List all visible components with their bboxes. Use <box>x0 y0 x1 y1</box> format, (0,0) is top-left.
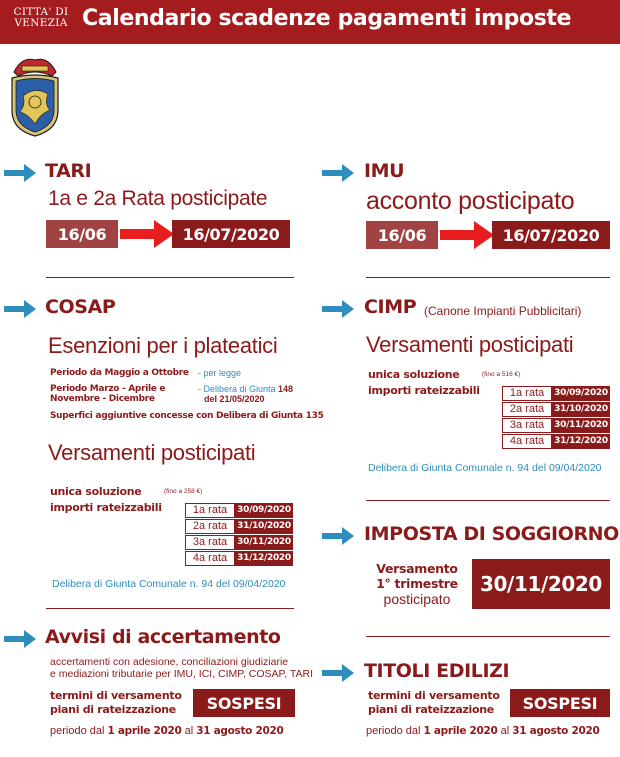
avvisi-desc-line2: e mediazioni tributarie per IMU, ICI, CIMP, COSAP, TARI <box>50 668 313 680</box>
blue-arrow-icon <box>322 664 354 682</box>
rata-row <box>185 503 293 518</box>
avvisi-termini-line2: piani di rateizzazione <box>50 703 176 716</box>
rata-date: 30/09/2020 <box>552 386 610 401</box>
cimp-versamenti-title: Versamenti posticipati <box>366 332 574 357</box>
imu-new-date: 16/07/2020 <box>492 221 610 249</box>
divider <box>46 277 294 278</box>
rata-label: 2a rata <box>185 519 235 534</box>
rata-row <box>502 418 610 433</box>
blue-arrow-icon <box>322 164 354 182</box>
cosap-unica-note: (fino a 258 €) <box>164 488 203 495</box>
divider <box>366 500 610 501</box>
soggiorno-date: 30/11/2020 <box>472 559 610 609</box>
periodo-start: 1 aprile 2020 <box>107 725 182 737</box>
soggiorno-line1: Versamento <box>376 561 458 576</box>
divider <box>46 608 294 609</box>
rata-label: 4a rata <box>502 434 552 449</box>
avvisi-description <box>50 656 313 680</box>
blue-arrow-icon <box>4 630 36 648</box>
imu-title: IMU <box>364 160 405 182</box>
rata-label: 3a rata <box>185 535 235 550</box>
rata-label: 1a rata <box>502 386 552 401</box>
soggiorno-line2: 1° trimestre <box>376 576 458 591</box>
titoli-title: TITOLI EDILIZI <box>364 660 510 682</box>
cosap-periodo2-label2: Novembre - Dicembre <box>50 394 155 404</box>
rata-row <box>502 386 610 401</box>
tari-title: TARI <box>45 160 92 182</box>
blue-arrow-icon <box>4 164 36 182</box>
rata-date: 31/12/2020 <box>552 434 610 449</box>
periodo-end: 31 agosto 2020 <box>512 725 600 737</box>
cosap-delibera-num: 148 <box>278 384 294 394</box>
cosap-unica-label: unica soluzione <box>50 485 142 498</box>
cosap-periodo2-label1: Periodo Marzo - Aprile e <box>50 384 166 394</box>
cosap-versamenti-title: Versamenti posticipati <box>48 440 256 465</box>
rata-date: 30/09/2020 <box>235 503 293 518</box>
periodo-a: periodo dal <box>366 725 424 737</box>
soggiorno-label <box>368 561 466 607</box>
cosap-periodo1-value: - per legge <box>198 368 242 378</box>
tari-old-date: 16/06 <box>46 220 118 248</box>
soggiorno-line3: posticipato <box>383 591 451 607</box>
red-arrow-icon <box>120 220 174 248</box>
cimp-rate-table <box>502 386 610 450</box>
blue-arrow-icon <box>322 527 354 545</box>
titoli-termini-line2: piani di rateizzazione <box>368 703 494 716</box>
tari-new-date: 16/07/2020 <box>172 220 290 248</box>
rata-date: 31/10/2020 <box>552 402 610 417</box>
titoli-periodo <box>366 725 599 737</box>
cosap-periodo2-value2: del 21/05/2020 <box>204 394 265 404</box>
rata-row <box>502 434 610 449</box>
periodo-end: 31 agosto 2020 <box>196 725 284 737</box>
rata-row <box>185 519 293 534</box>
cimp-title-note: (Canone Impianti Pubblicitari) <box>424 304 582 318</box>
cosap-periodo2-value1 <box>198 384 293 394</box>
cosap-delibera-text: - Delibera di Giunta <box>198 384 279 394</box>
rata-label: 1a rata <box>185 503 235 518</box>
imu-subtitle: acconto posticipato <box>366 187 575 215</box>
rata-row <box>502 402 610 417</box>
divider <box>366 277 610 278</box>
titoli-termini-line1: termini di versamento <box>368 689 500 702</box>
rata-date: 31/10/2020 <box>235 519 293 534</box>
city-line2: VENEZIA <box>14 17 68 29</box>
rata-date: 30/11/2020 <box>235 535 293 550</box>
rata-label: 3a rata <box>502 418 552 433</box>
rata-date: 30/11/2020 <box>552 418 610 433</box>
cosap-superfici: Superfici aggiuntive concesse con Delibera di Giunta 135 <box>50 411 324 421</box>
blue-arrow-icon <box>322 300 354 318</box>
titoli-status-badge: SOSPESI <box>510 689 610 717</box>
rata-row <box>185 535 293 550</box>
venice-lion-crest-icon <box>6 54 64 138</box>
rata-label: 2a rata <box>502 402 552 417</box>
cosap-esenzioni-title: Esenzioni per i plateatici <box>48 333 278 358</box>
cimp-title: CIMP <box>364 296 417 318</box>
soggiorno-title: IMPOSTA DI SOGGIORNO <box>364 523 619 545</box>
divider <box>366 636 610 637</box>
rata-row <box>185 551 293 566</box>
avvisi-termini <box>50 689 182 717</box>
rata-date: 31/12/2020 <box>235 551 293 566</box>
cimp-rate-label: importi rateizzabili <box>368 384 480 397</box>
tari-subtitle: 1a e 2a Rata posticipate <box>48 187 268 210</box>
avvisi-termini-line1: termini di versamento <box>50 689 182 702</box>
cimp-unica-label: unica soluzione <box>368 368 460 381</box>
avvisi-desc-line1: accertamenti con adesione, conciliazioni giudiziarie <box>50 656 289 668</box>
avvisi-title: Avvisi di accertamento <box>45 626 281 648</box>
periodo-start: 1 aprile 2020 <box>423 725 498 737</box>
cosap-periodo1-label: Periodo da Maggio a Ottobre <box>50 368 189 378</box>
page-title: Calendario scadenze pagamenti imposte <box>82 6 572 31</box>
cosap-title: COSAP <box>45 296 116 318</box>
periodo-c: al <box>181 725 197 737</box>
red-arrow-icon <box>440 221 494 249</box>
periodo-a: periodo dal <box>50 725 108 737</box>
city-logo-text <box>6 7 76 29</box>
periodo-c: al <box>497 725 513 737</box>
blue-arrow-icon <box>4 300 36 318</box>
cimp-delibera: Delibera di Giunta Comunale n. 94 del 09/04/2020 <box>368 462 602 474</box>
avvisi-periodo <box>50 725 283 737</box>
rata-label: 4a rata <box>185 551 235 566</box>
city-line1: CITTA' DI <box>13 6 69 18</box>
titoli-termini <box>368 689 500 717</box>
cosap-delibera: Delibera di Giunta Comunale n. 94 del 09/04/2020 <box>52 578 286 590</box>
avvisi-status-badge: SOSPESI <box>193 689 295 717</box>
cosap-rate-table <box>185 503 293 567</box>
cimp-unica-note: (fino a 516 €) <box>482 371 521 378</box>
imu-old-date: 16/06 <box>366 221 438 249</box>
cosap-rate-label: importi rateizzabili <box>50 501 162 514</box>
